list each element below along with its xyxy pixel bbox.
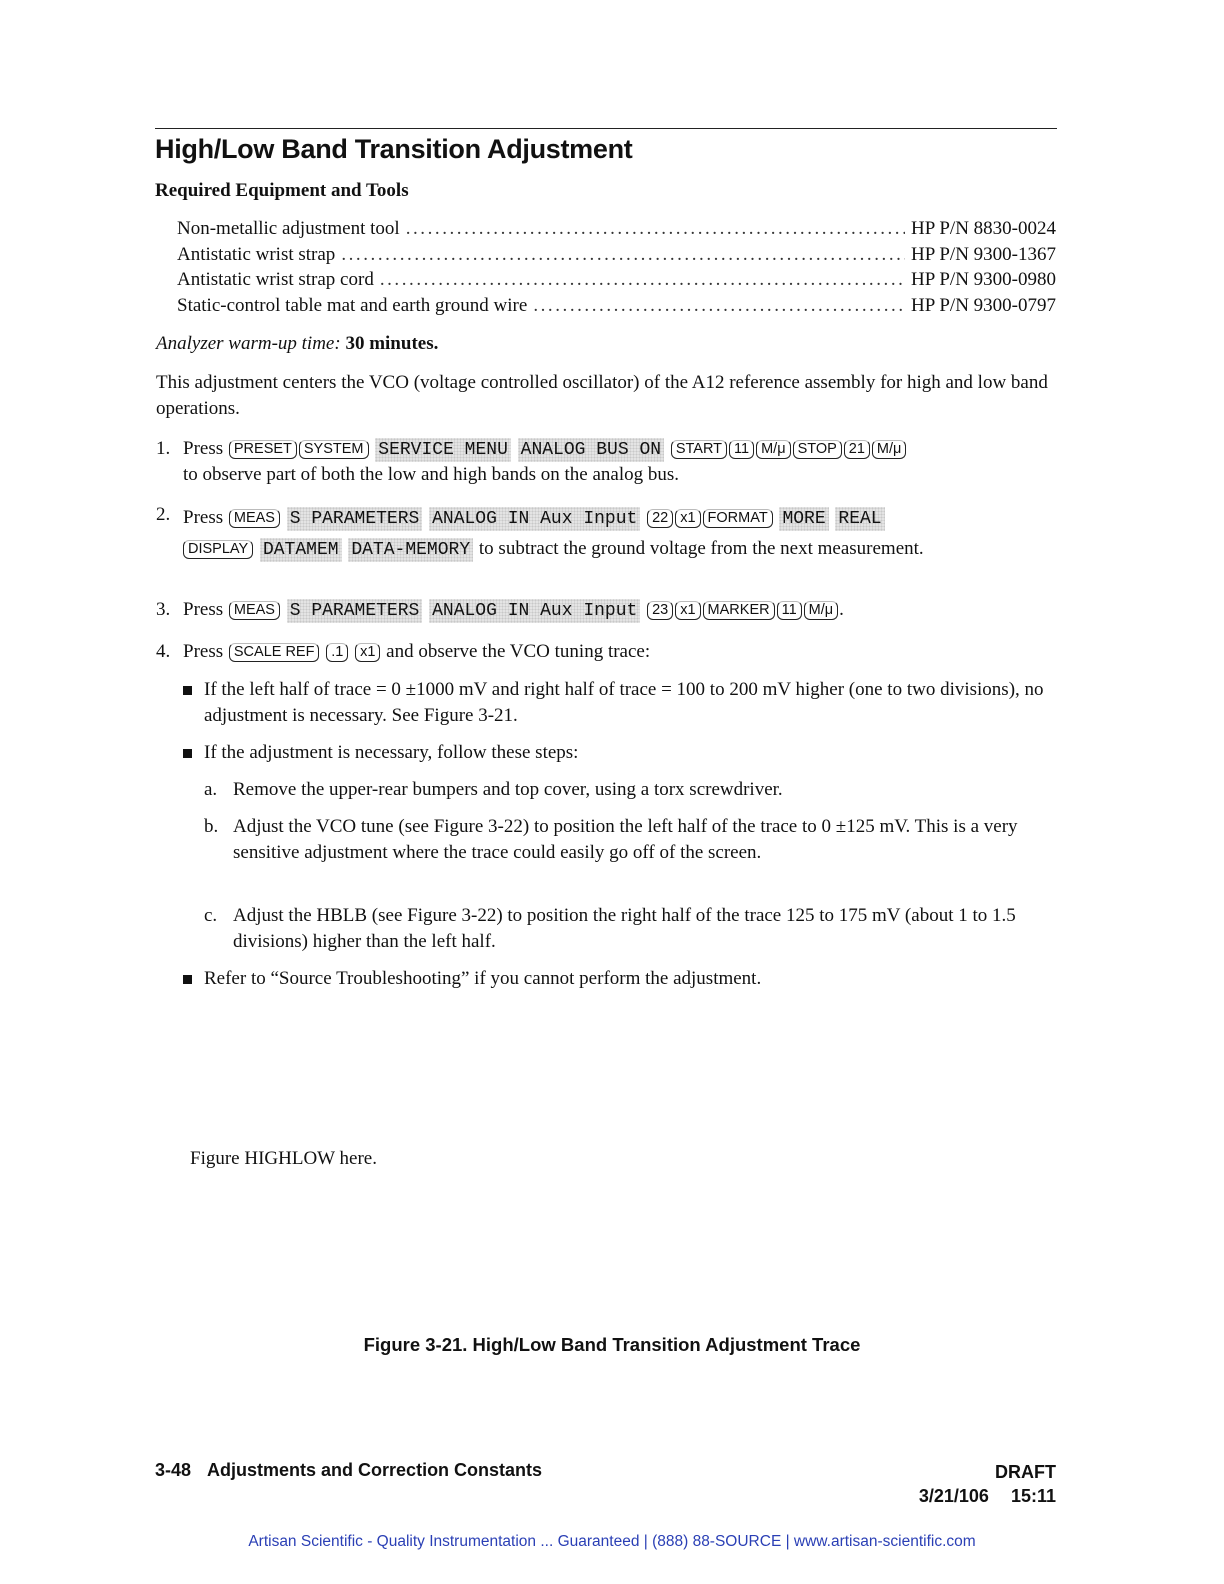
bullet-square-icon	[183, 686, 192, 695]
leader-dots	[341, 244, 905, 266]
footer-chapter	[155, 1460, 542, 1481]
substep-letter: a.	[204, 779, 218, 800]
equipment-row	[177, 295, 1056, 321]
substep-letter: c.	[204, 905, 218, 926]
key-x1: x1	[675, 601, 700, 620]
equipment-part: HP P/N 8830-0024	[911, 218, 1056, 239]
draft-label: DRAFT	[995, 1462, 1056, 1482]
step-end: .	[839, 599, 844, 620]
step-body	[183, 436, 1058, 488]
step-body	[183, 639, 1058, 665]
section-heading: Required Equipment and Tools	[155, 180, 409, 201]
bullet-text: Refer to “Source Troubleshooting” if you cannot perform the adjustment.	[204, 968, 762, 989]
figure-caption: Figure 3-21. High/Low Band Transition Adjustment Trace	[363, 1334, 861, 1355]
step-number: 4.	[156, 641, 171, 662]
key-x1: x1	[355, 643, 380, 662]
draft-date: 3/21/106	[918, 1486, 989, 1506]
softkey-service-menu: SERVICE MENU	[375, 438, 511, 462]
draft-datetime	[919, 1484, 1056, 1508]
leader-dots	[380, 269, 905, 291]
step-number: 2.	[156, 504, 171, 525]
step-number: 3.	[156, 599, 171, 620]
intro-paragraph: This adjustment centers the VCO (voltage controlled oscillator) of the A12 reference assembly for high and low band operations.	[156, 372, 1048, 419]
key-21: 21	[844, 440, 870, 459]
equipment-name: Antistatic wrist strap cord	[177, 269, 374, 290]
equipment-name: Antistatic wrist strap	[177, 243, 336, 265]
key-meas: MEAS	[229, 509, 280, 528]
page-number: 3-48	[155, 1460, 192, 1480]
substep-text: Adjust the VCO tune (see Figure 3-22) to position the left half of the trace to 0 ±125 mV. This is a very sensitive adjustment where the trace could easily go off of the screen.	[233, 816, 1018, 863]
equipment-name: Static-control table mat and earth ground wire	[177, 294, 528, 316]
key-x1: x1	[675, 509, 700, 528]
substep-text: Adjust the HBLB (see Figure 3-22) to position the right half of the trace 125 to 175 mV (about 1 to 1.5 divisions) higher than the left half.	[233, 905, 1016, 952]
key-system: SYSTEM	[299, 440, 369, 459]
press-word: Press	[183, 599, 224, 620]
step-text: to subtract the ground voltage from the next measurement.	[478, 538, 924, 559]
figure-placeholder: Figure HIGHLOW here.	[190, 1148, 377, 1169]
key-marker: MARKER	[703, 601, 775, 620]
softkey-data-memory: DATA-MEMORY	[348, 538, 473, 562]
key-format: FORMAT	[703, 509, 773, 528]
equipment-part: HP P/N 9300-0980	[911, 269, 1056, 290]
equipment-name: Non-metallic adjustment tool	[177, 218, 400, 239]
warmup-value: 30 minutes.	[345, 333, 439, 354]
step-text: and observe the VCO tuning trace:	[386, 641, 651, 662]
step-text: to observe part of both the low and high bands on the analog bus.	[183, 464, 680, 485]
key-11: 11	[729, 440, 754, 459]
step-body	[183, 597, 1058, 623]
substep-text: Remove the upper-rear bumpers and top cover, using a torx screwdriver.	[233, 779, 783, 800]
key-11: 11	[777, 601, 802, 620]
softkey-more: MORE	[779, 507, 828, 531]
softkey-analog-in-aux-input: ANALOG IN Aux Input	[429, 507, 640, 531]
source-banner-link[interactable]: Artisan Scientific - Quality Instrumentation ... Guaranteed | (888) 88-SOURCE | www.artisan-scientific.com	[248, 1533, 976, 1550]
substep-letter: b.	[204, 816, 219, 837]
bullet-text: If the left half of trace = 0 ±1000 mV and right half of trace = 100 to 200 mV higher (one to two divisions), no adjustment is necessary. See Figure 3-21.	[204, 679, 1044, 726]
step-number: 1.	[156, 438, 171, 459]
softkey-s-parameters: S PARAMETERS	[287, 507, 423, 531]
key-stop: STOP	[793, 440, 842, 459]
key-meas: MEAS	[229, 601, 280, 620]
softkey-analog-bus-on: ANALOG BUS ON	[518, 438, 664, 462]
press-word: Press	[183, 507, 224, 528]
warmup-time	[156, 333, 438, 355]
key-point-1: .1	[326, 643, 348, 662]
softkey-s-parameters: S PARAMETERS	[287, 599, 423, 623]
softkey-analog-in-aux-input: ANALOG IN Aux Input	[429, 599, 640, 623]
page-title: High/Low Band Transition Adjustment	[155, 134, 633, 164]
key-m-mu: M/μ	[756, 440, 790, 459]
key-m-mu: M/μ	[872, 440, 906, 459]
key-scale-ref: SCALE REF	[229, 643, 320, 662]
key-preset: PRESET	[229, 440, 297, 459]
press-word: Press	[183, 641, 224, 662]
equipment-row	[177, 218, 1056, 244]
equipment-list	[177, 218, 1056, 320]
key-m-mu: M/μ	[804, 601, 838, 620]
leader-dots	[406, 218, 905, 240]
press-word: Press	[183, 438, 224, 459]
bullet-square-icon	[183, 749, 192, 758]
bullet-square-icon	[183, 975, 192, 984]
warmup-label: Analyzer warm-up time:	[156, 333, 341, 354]
key-22: 22	[647, 509, 673, 528]
step-body	[183, 502, 1058, 564]
softkey-real: REAL	[835, 507, 884, 531]
footer-draft	[919, 1460, 1056, 1508]
key-start: START	[671, 440, 727, 459]
bullet-text: If the adjustment is necessary, follow these steps:	[204, 742, 579, 763]
equipment-row	[177, 244, 1056, 270]
equipment-row	[177, 269, 1056, 295]
softkey-datamem: DATAMEM	[260, 538, 342, 562]
title-rule	[155, 128, 1057, 129]
chapter-title: Adjustments and Correction Constants	[207, 1460, 543, 1480]
draft-time: 15:11	[1010, 1486, 1056, 1506]
equipment-part: HP P/N 9300-1367	[911, 243, 1056, 265]
equipment-part: HP P/N 9300-0797	[911, 294, 1056, 316]
leader-dots	[533, 295, 905, 317]
key-23: 23	[647, 601, 673, 620]
key-display: DISPLAY	[183, 540, 253, 559]
